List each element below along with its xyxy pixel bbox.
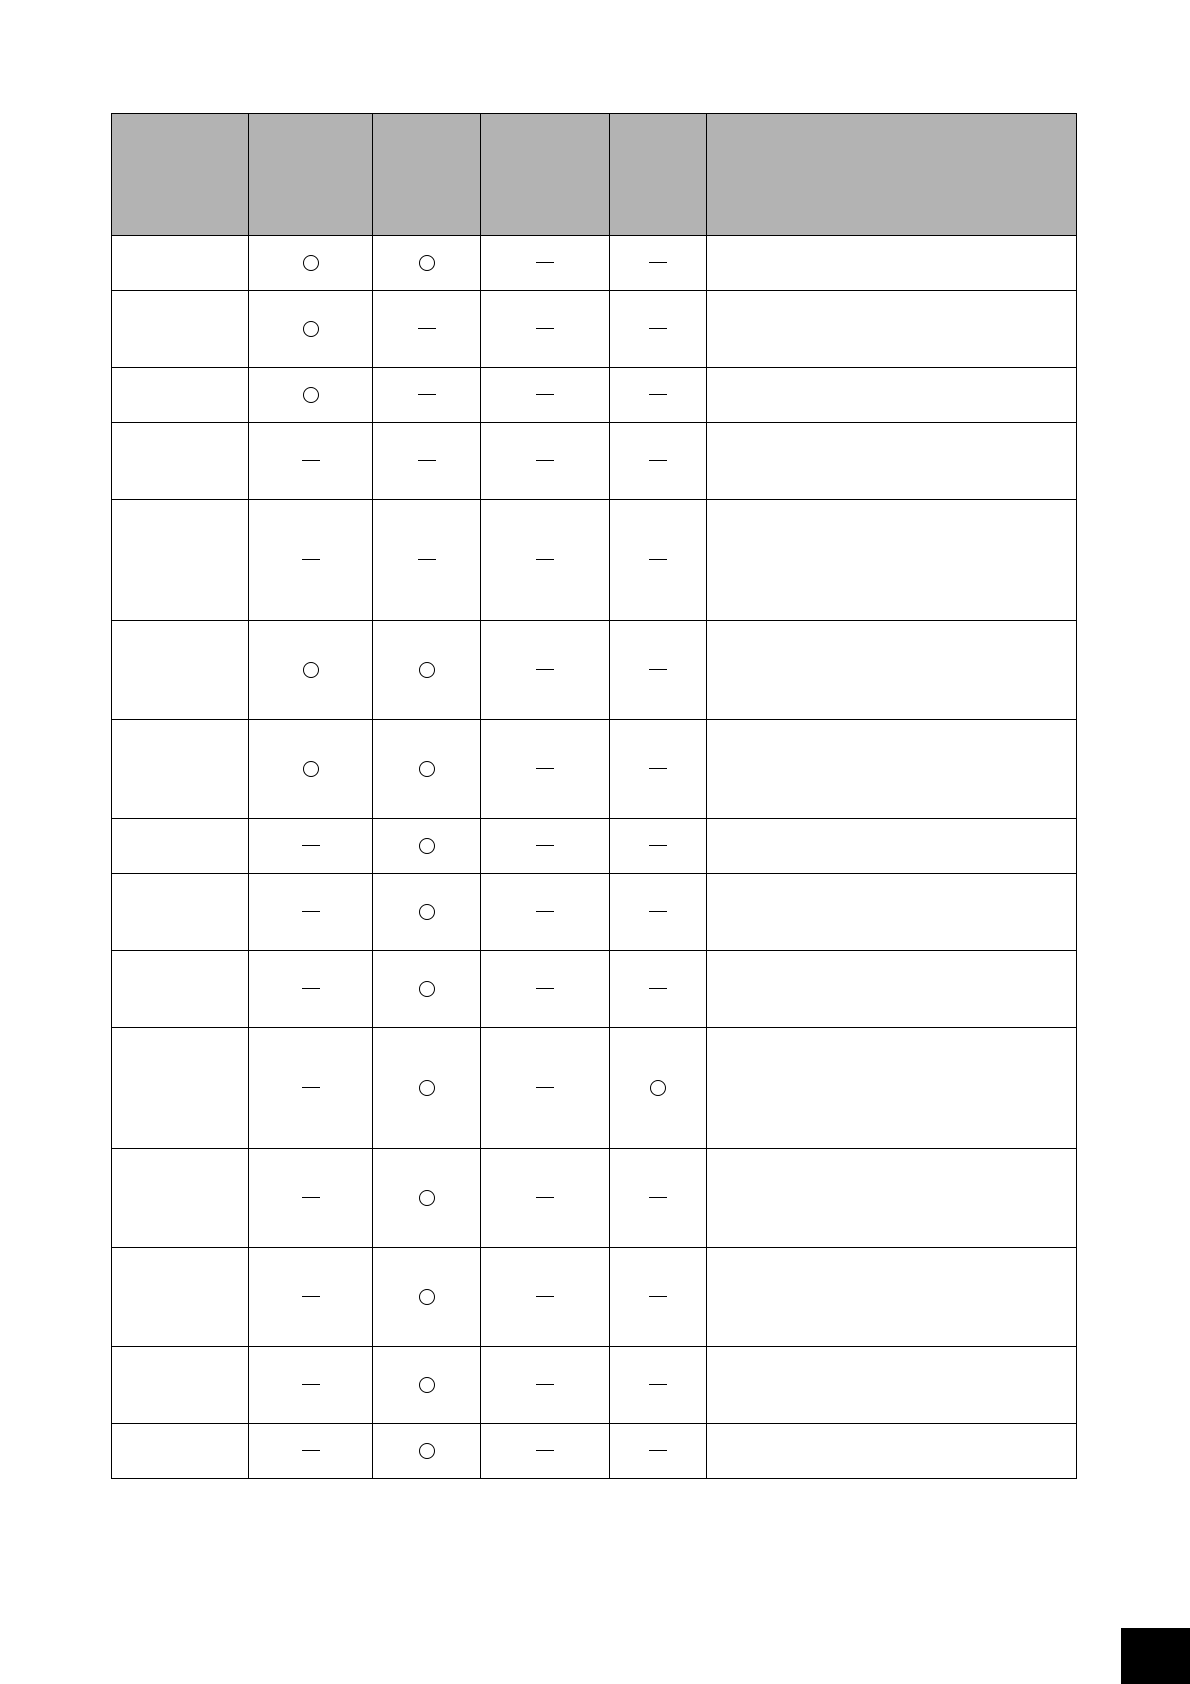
dash-mark-icon [302, 1384, 320, 1385]
mark-cell [373, 1347, 481, 1424]
dash-mark-icon [536, 768, 554, 769]
dash-mark-icon [302, 911, 320, 912]
circle-mark-icon [419, 1443, 435, 1459]
row-label [112, 720, 249, 819]
header-cell-4 [481, 114, 610, 236]
row-label [112, 236, 249, 291]
dash-mark-icon [418, 460, 436, 461]
dash-mark-icon [649, 1197, 667, 1198]
mark-cell [481, 291, 610, 368]
table-row [112, 1424, 1077, 1479]
row-label [112, 1424, 249, 1479]
table-row [112, 621, 1077, 720]
dash-mark-icon [536, 262, 554, 263]
header-cell-2 [249, 114, 373, 236]
row-label [112, 368, 249, 423]
mark-cell [373, 500, 481, 621]
table-row [112, 1248, 1077, 1347]
row-note [707, 423, 1077, 500]
mark-cell [610, 368, 707, 423]
mark-cell [610, 236, 707, 291]
mark-cell [610, 1028, 707, 1149]
mark-cell [249, 720, 373, 819]
mark-cell [481, 500, 610, 621]
dash-mark-icon [536, 394, 554, 395]
mark-cell [249, 291, 373, 368]
row-note [707, 500, 1077, 621]
dash-mark-icon [302, 1450, 320, 1451]
dash-mark-icon [649, 460, 667, 461]
table-body [112, 236, 1077, 1479]
mark-cell [373, 423, 481, 500]
circle-mark-icon [419, 838, 435, 854]
dash-mark-icon [302, 845, 320, 846]
mark-cell [610, 291, 707, 368]
circle-mark-icon [419, 662, 435, 678]
row-note [707, 1248, 1077, 1347]
mark-cell [249, 874, 373, 951]
row-note [707, 819, 1077, 874]
dash-mark-icon [649, 845, 667, 846]
table-row [112, 951, 1077, 1028]
mark-cell [481, 874, 610, 951]
dash-mark-icon [649, 262, 667, 263]
row-label [112, 621, 249, 720]
row-label [112, 423, 249, 500]
mark-cell [481, 1248, 610, 1347]
page-corner-tab [1121, 1628, 1190, 1684]
dash-mark-icon [536, 1450, 554, 1451]
mark-cell [481, 368, 610, 423]
row-note [707, 951, 1077, 1028]
row-label [112, 1028, 249, 1149]
dash-mark-icon [536, 988, 554, 989]
dash-mark-icon [302, 559, 320, 560]
table-row [112, 291, 1077, 368]
mark-cell [373, 236, 481, 291]
mark-cell [481, 1347, 610, 1424]
mark-cell [481, 951, 610, 1028]
mark-cell [373, 368, 481, 423]
mark-cell [610, 500, 707, 621]
mark-cell [373, 819, 481, 874]
table-row [112, 1149, 1077, 1248]
row-note [707, 621, 1077, 720]
circle-mark-icon [303, 662, 319, 678]
mark-cell [249, 1248, 373, 1347]
circle-mark-icon [419, 761, 435, 777]
dash-mark-icon [649, 988, 667, 989]
row-note [707, 1347, 1077, 1424]
row-label [112, 819, 249, 874]
dash-mark-icon [649, 669, 667, 670]
mark-cell [249, 621, 373, 720]
mark-cell [373, 1149, 481, 1248]
dash-mark-icon [418, 328, 436, 329]
dash-mark-icon [536, 845, 554, 846]
circle-mark-icon [419, 981, 435, 997]
table-row [112, 423, 1077, 500]
mark-cell [481, 1424, 610, 1479]
dash-mark-icon [536, 328, 554, 329]
circle-mark-icon [419, 904, 435, 920]
table-row [112, 1028, 1077, 1149]
dash-mark-icon [418, 394, 436, 395]
dash-mark-icon [649, 768, 667, 769]
mark-cell [481, 1149, 610, 1248]
row-note [707, 1028, 1077, 1149]
dash-mark-icon [649, 1450, 667, 1451]
mark-cell [249, 1347, 373, 1424]
mark-cell [373, 874, 481, 951]
circle-mark-icon [419, 1377, 435, 1393]
mark-cell [481, 720, 610, 819]
mark-cell [249, 236, 373, 291]
header-cell-3 [373, 114, 481, 236]
dash-mark-icon [536, 1384, 554, 1385]
mark-cell [610, 423, 707, 500]
mark-cell [610, 1347, 707, 1424]
row-label [112, 500, 249, 621]
row-label [112, 1248, 249, 1347]
row-note [707, 720, 1077, 819]
row-note [707, 236, 1077, 291]
mark-cell [249, 819, 373, 874]
circle-mark-icon [303, 387, 319, 403]
table-row [112, 500, 1077, 621]
table-row [112, 368, 1077, 423]
mark-cell [249, 500, 373, 621]
circle-mark-icon [303, 255, 319, 271]
dash-mark-icon [649, 1384, 667, 1385]
header-cell-6 [707, 114, 1077, 236]
dash-mark-icon [418, 559, 436, 560]
header-row [112, 114, 1077, 236]
dash-mark-icon [536, 911, 554, 912]
mark-cell [373, 621, 481, 720]
table-row [112, 819, 1077, 874]
mark-cell [610, 819, 707, 874]
header-cell-5 [610, 114, 707, 236]
mark-cell [610, 951, 707, 1028]
row-note [707, 368, 1077, 423]
mark-cell [481, 236, 610, 291]
row-label [112, 874, 249, 951]
mark-cell [481, 1028, 610, 1149]
mark-cell [249, 423, 373, 500]
mark-cell [249, 1424, 373, 1479]
dash-mark-icon [536, 1296, 554, 1297]
dash-mark-icon [302, 1087, 320, 1088]
dash-mark-icon [302, 460, 320, 461]
table-row [112, 720, 1077, 819]
mark-cell [610, 1424, 707, 1479]
mark-cell [481, 819, 610, 874]
dash-mark-icon [649, 559, 667, 560]
row-note [707, 874, 1077, 951]
dash-mark-icon [649, 394, 667, 395]
mark-cell [481, 423, 610, 500]
circle-mark-icon [419, 1190, 435, 1206]
header-cell-1 [112, 114, 249, 236]
mark-cell [373, 720, 481, 819]
dash-mark-icon [302, 1197, 320, 1198]
mark-cell [249, 1028, 373, 1149]
compatibility-table [111, 113, 1077, 1479]
mark-cell [373, 291, 481, 368]
row-note [707, 1424, 1077, 1479]
mark-cell [373, 1028, 481, 1149]
circle-mark-icon [419, 1080, 435, 1096]
row-label [112, 1347, 249, 1424]
dash-mark-icon [536, 460, 554, 461]
dash-mark-icon [649, 1296, 667, 1297]
dash-mark-icon [536, 559, 554, 560]
table-row [112, 874, 1077, 951]
circle-mark-icon [650, 1080, 666, 1096]
circle-mark-icon [303, 321, 319, 337]
table-row [112, 236, 1077, 291]
row-note [707, 291, 1077, 368]
mark-cell [373, 1424, 481, 1479]
dash-mark-icon [649, 911, 667, 912]
dash-mark-icon [536, 1197, 554, 1198]
dash-mark-icon [302, 1296, 320, 1297]
mark-cell [373, 951, 481, 1028]
circle-mark-icon [419, 255, 435, 271]
mark-cell [481, 621, 610, 720]
row-label [112, 951, 249, 1028]
dash-mark-icon [302, 988, 320, 989]
mark-cell [249, 368, 373, 423]
table-row [112, 1347, 1077, 1424]
row-label [112, 291, 249, 368]
mark-cell [373, 1248, 481, 1347]
mark-cell [610, 1248, 707, 1347]
mark-cell [610, 720, 707, 819]
mark-cell [610, 621, 707, 720]
mark-cell [610, 874, 707, 951]
dash-mark-icon [649, 328, 667, 329]
dash-mark-icon [536, 1087, 554, 1088]
mark-cell [610, 1149, 707, 1248]
row-note [707, 1149, 1077, 1248]
circle-mark-icon [303, 761, 319, 777]
mark-cell [249, 1149, 373, 1248]
circle-mark-icon [419, 1289, 435, 1305]
row-label [112, 1149, 249, 1248]
mark-cell [249, 951, 373, 1028]
dash-mark-icon [536, 669, 554, 670]
